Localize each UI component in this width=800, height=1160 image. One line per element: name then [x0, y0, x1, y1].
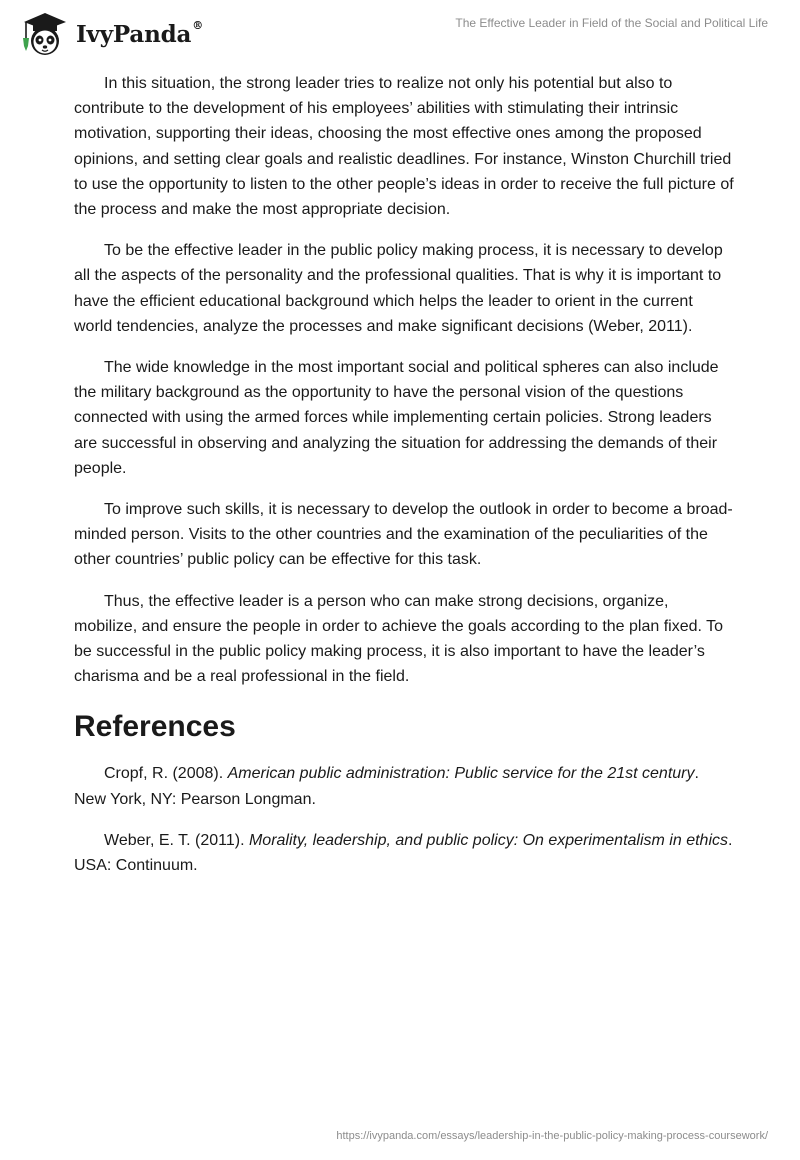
brand-name: IvyPanda — [76, 20, 192, 48]
essay-body — [74, 71, 734, 894]
source-url[interactable]: https://ivypanda.com/essays/leadership-in-the-public-policy-making-process-coursework/ — [336, 1130, 768, 1142]
reference-entry — [74, 761, 734, 811]
paragraph: To be the effective leader in the public policy making process, it is necessary to develop all the aspects of the personality and the professional qualities. That is why it is important to have the efficient educational background which helps the leader to orient in the current world tendencies, analyze the processes and make significant decisions (Weber, 2011). — [74, 242, 723, 335]
panda-graduate-icon — [16, 8, 74, 58]
reference-publisher: . New York, NY: Pearson Longman. — [74, 765, 699, 808]
reference-title: American public administration: Public service for the 21st century — [227, 765, 695, 783]
registered-mark: ® — [192, 18, 203, 32]
reference-entry — [74, 828, 734, 878]
ivypanda-logo[interactable] — [16, 8, 203, 58]
paragraph: To improve such skills, it is necessary to develop the outlook in order to become a broad-minded person. Visits to the other countries and the examination of the peculiarities of the other countries’ public policy can be effective for this task. — [74, 501, 733, 569]
reference-publisher: . USA: Continuum. — [74, 831, 733, 875]
paragraph: In this situation, the strong leader tries to realize not only his potential but also to contribute to the development of his employees’ abilities with stimulating their intrinsic motivation, supporting their ideas, choosing the most effective ones among the proposed opinions, and setting clear goals and realistic deadlines. For instance, Winston Churchill tried to use the opportunity to listen to the other people’s ideas in order to receive the full picture of the process and make the most appropriate decision. — [74, 75, 734, 219]
references-heading: References — [74, 710, 236, 744]
paragraph: Thus, the effective leader is a person who can make strong decisions, organize, mobilize, and ensure the people in order to achieve the goals according to the plan fixed. To be successful in the public policy making process, it is also important to have the leader’s charisma and be a real professional in the field. — [74, 592, 724, 686]
reference-author: Weber, E. T. (2011). — [104, 831, 249, 849]
reference-title: Morality, leadership, and public policy: On experimentalism in ethics — [248, 831, 728, 849]
document-title: The Effective Leader in Field of the Social and Political Life — [455, 16, 768, 30]
reference-author: Cropf, R. (2008). — [104, 765, 228, 783]
paragraph: The wide knowledge in the most important social and political spheres can also include the military background as the opportunity to have the personal vision of the questions connected with using the armed forces while implementing certain policies. Strong leaders are successful in observing and analyzing the situation for addressing the demands of their people. — [74, 359, 719, 477]
page-header — [0, 0, 800, 70]
